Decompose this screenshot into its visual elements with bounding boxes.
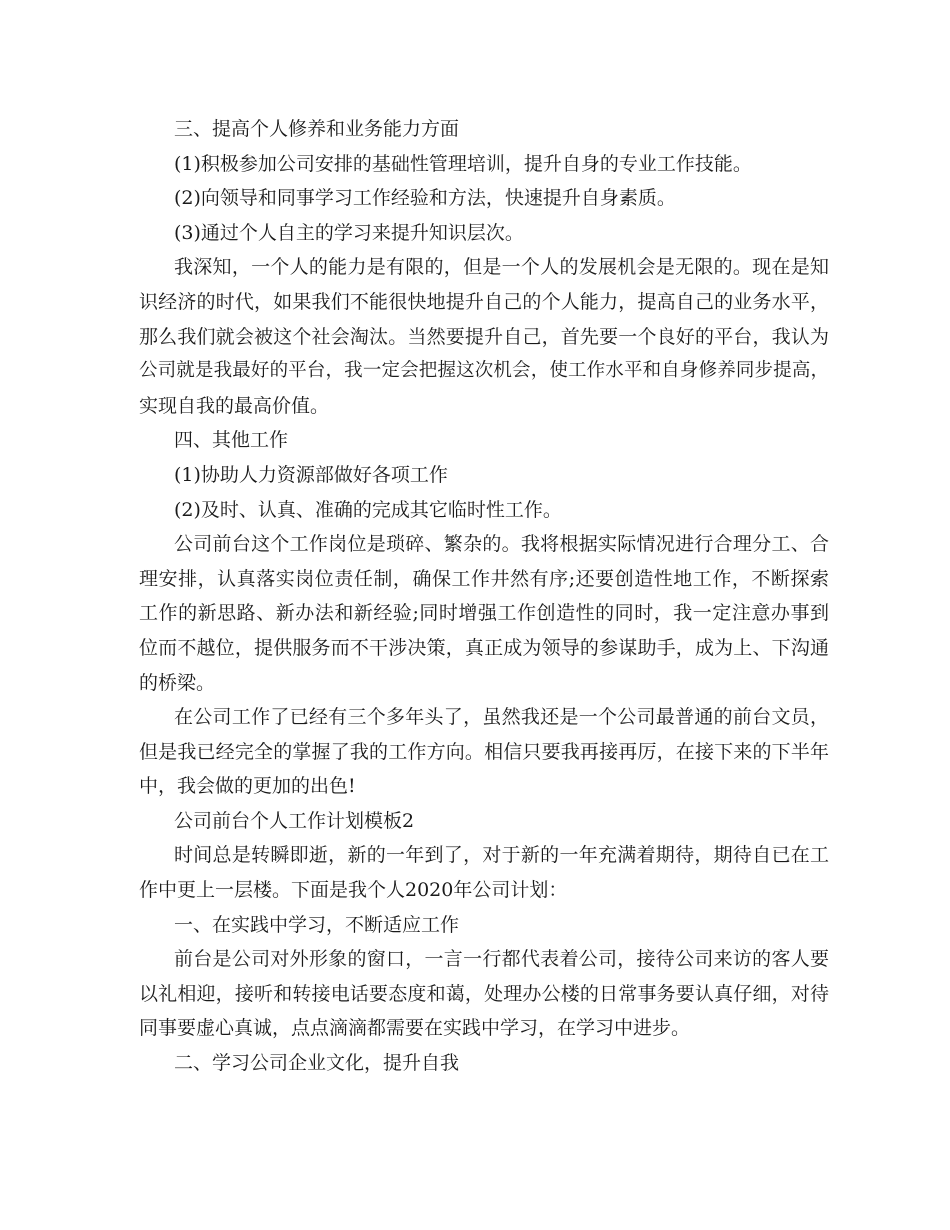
paragraph-line: 理安排，认真落实岗位责任制，确保工作井然有序;还要创造性地工作，不断探索 (139, 567, 829, 590)
template-title: 公司前台个人工作计划模板2 (174, 809, 415, 832)
section-heading: 三、提高个人修养和业务能力方面 (174, 118, 460, 140)
paragraph-line: 我深知，一个人的能力是有限的，但是一个人的发展机会是无限的。现在是知 (174, 256, 829, 279)
paragraph-line: 工作的新思路、新办法和新经验;同时增强工作创造性的同时，我一定注意办事到 (139, 602, 829, 625)
section-heading: 二、学习公司企业文化，提升自我 (174, 1052, 460, 1075)
paragraph-line: 那么我们就会被这个社会淘汰。当然要提升自己，首先要一个良好的平台，我认为 (139, 325, 829, 348)
list-item: (2)向领导和同事学习工作经验和方法，快速提升自身素质。 (174, 187, 676, 210)
document-body (139, 112, 829, 1081)
paragraph-line: 同事要虚心真诚，点点滴滴都需要在实践中学习，在学习中进步。 (139, 1017, 691, 1040)
list-item: (1)协助人力资源部做好各项工作 (174, 463, 448, 486)
paragraph-line: 位而不越位，提供服务而不干涉决策，真正成为领导的参谋助手，成为上、下沟通 (139, 636, 829, 659)
paragraph-line: 中，我会做的更加的出色! (139, 775, 356, 798)
paragraph-line: 公司就是我最好的平台，我一定会把握这次机会，使工作水平和自身修养同步提高， (139, 360, 829, 382)
section-heading: 四、其他工作 (174, 429, 289, 452)
paragraph-line: 但是我已经完全的掌握了我的工作方向。相信只要我再接再厉，在接下来的下半年 (139, 740, 829, 763)
paragraph-line: 前台是公司对外形象的窗口，一言一行都代表着公司，接待公司来访的客人要 (174, 948, 829, 971)
list-item: (1)积极参加公司安排的基础性管理培训，提升自身的专业工作技能。 (174, 152, 752, 175)
paragraph-line: 实现自我的最高价值。 (139, 394, 330, 417)
paragraph-line: 的桥梁。 (139, 671, 216, 694)
paragraph-line: 作中更上一层楼。下面是我个人2020年公司计划： (139, 879, 568, 902)
paragraph-line: 公司前台这个工作岗位是琐碎、繁杂的。我将根据实际情况进行合理分工、合 (174, 533, 829, 556)
section-heading: 一、在实践中学习，不断适应工作 (174, 913, 460, 936)
list-item: (3)通过个人自主的学习来提升知识层次。 (174, 221, 524, 244)
paragraph-line: 以礼相迎，接听和转接电话要态度和蔼，处理办公楼的日常事务要认真仔细，对待 (139, 982, 829, 1005)
paragraph-line: 识经济的时代，如果我们不能很快地提升自己的个人能力，提高自己的业务水平， (139, 290, 829, 313)
paragraph-line: 时间总是转瞬即逝，新的一年到了，对于新的一年充满着期待，期待自已在工 (174, 844, 829, 867)
list-item: (2)及时、认真、准确的完成其它临时性工作。 (174, 498, 562, 521)
paragraph-line: 在公司工作了已经有三个多年头了，虽然我还是一个公司最普通的前台文员， (174, 706, 829, 729)
